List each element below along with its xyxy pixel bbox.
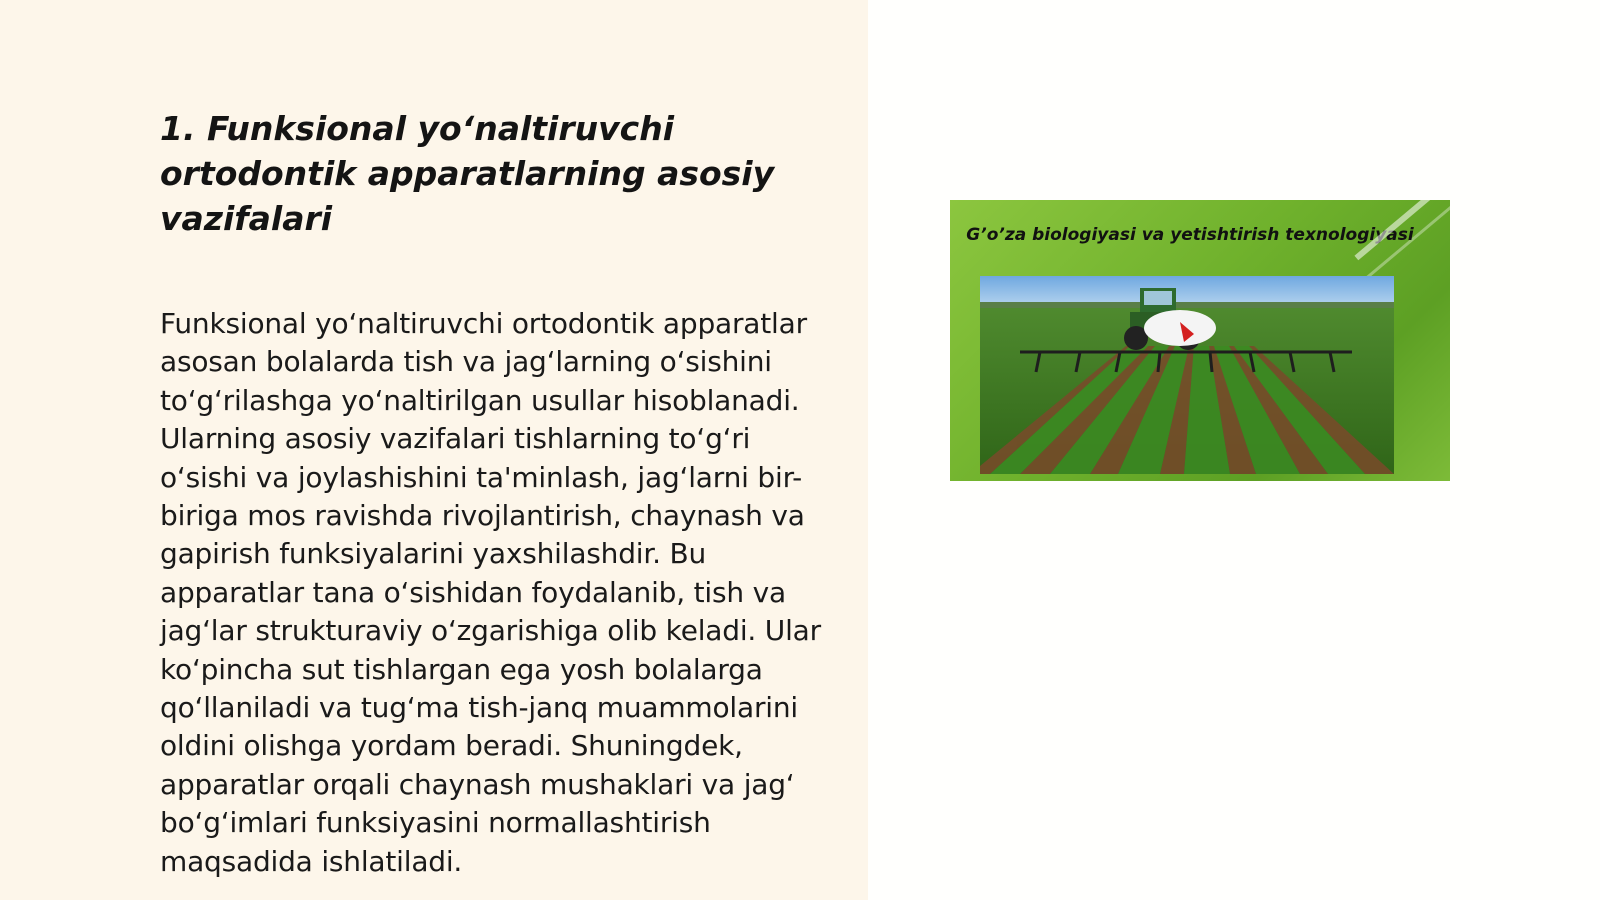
slide-image — [950, 200, 1450, 481]
slide-title: 1. Funksional yo‘naltiruvchi ortodontik apparatlarning asosiy vazifalari — [160, 109, 775, 238]
image-caption: G’o’za biologiyasi va yetishtirish texnologiyasi — [966, 225, 1414, 245]
white-tank — [1144, 310, 1216, 346]
slide-body-text: Funksional yo‘naltiruvchi ortodontik apparatlar asosan bolalarda tish va jag‘larning o‘sishini to‘g‘rilashga yo‘naltirilgan usullar hisoblanadi. Ularning asosiy vazifalari tishlarning to‘g‘ri o‘sishi va joylashishini ta'minlash, jag‘larni bir-biriga mos ravishda rivojlantirish, chaynash va gapirish funksiyalarini yaxshilashdir. Bu apparatlar tana o‘sishidan foydalanib, tish va jag‘lar strukturaviy o‘zgarishiga olib keladi. Ular ko‘pincha sut tishlargan ega yosh bolalarga qo‘llaniladi va tug‘ma tish-janq muammolarini oldini olishga yordam beradi. Shuningdek, apparatlar orqali chaynash mushaklari va jag‘ bo‘g‘imlari funksiyasini normallashtirish maqsadida ishlatiladi. — [160, 307, 821, 878]
horizon-trees — [980, 302, 1394, 308]
field-tractor-photo — [980, 276, 1394, 474]
